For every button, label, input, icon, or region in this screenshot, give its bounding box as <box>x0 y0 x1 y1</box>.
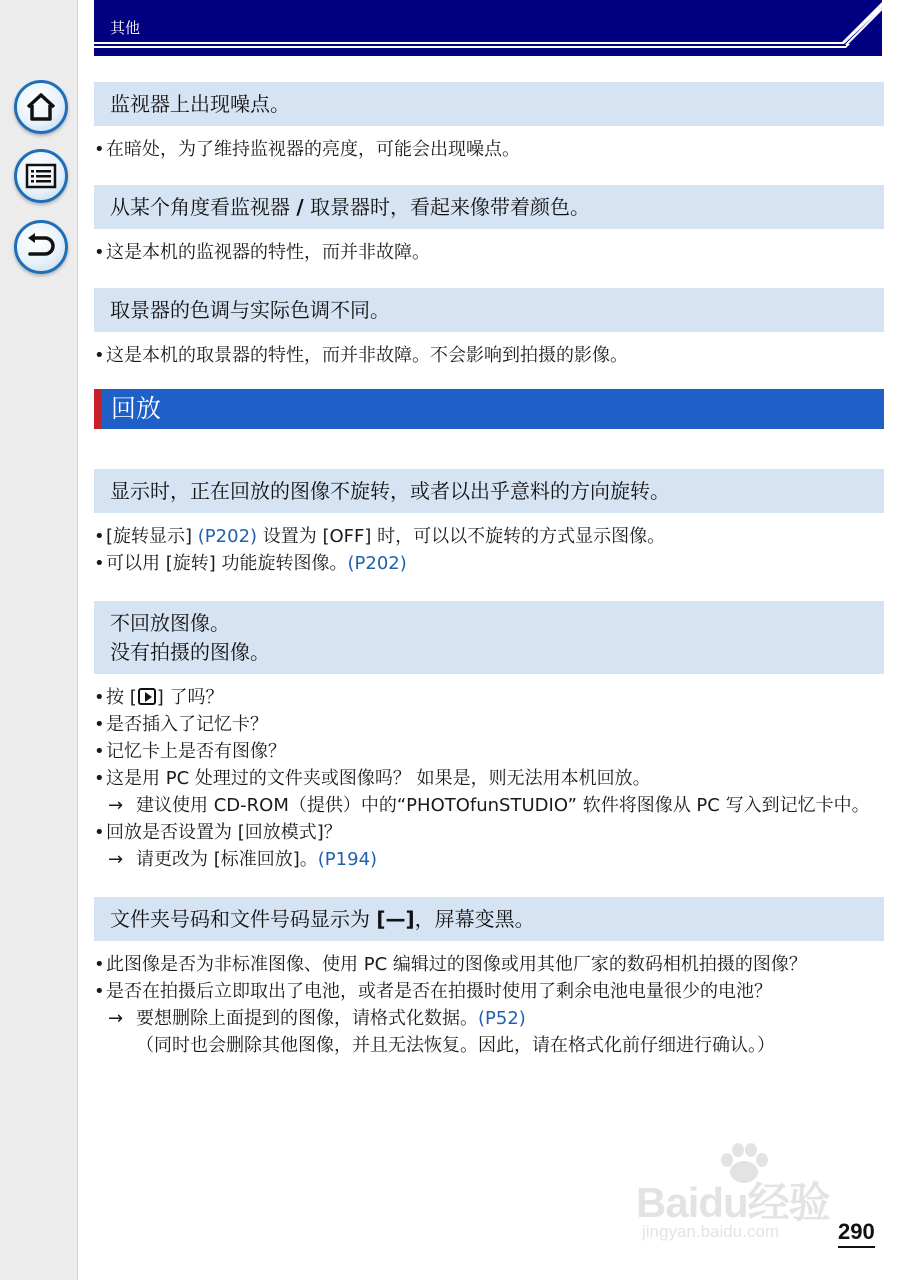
home-icon <box>25 92 57 122</box>
question-text: 文件夹号码和文件号码显示为 <box>110 907 377 931</box>
answer-item: • 这是本机的监视器的特性，而并非故障。 <box>94 239 884 266</box>
header-bar <box>94 0 882 56</box>
baidu-watermark <box>636 1142 836 1252</box>
menu-icon <box>25 163 57 189</box>
arrow-icon: → <box>108 795 124 816</box>
answer-subitem <box>94 846 884 873</box>
answer-text: [旋转显示] <box>106 526 198 547</box>
arrow-icon: → <box>108 849 124 870</box>
question-text: 从某个角度看监视器 <box>110 195 297 219</box>
answer-subitem <box>94 1005 884 1032</box>
answer-list <box>94 229 884 266</box>
question-line: 不回放图像。 <box>110 611 230 635</box>
answer-subitem <box>94 792 884 819</box>
answer-text: ] 了吗？ <box>156 687 224 708</box>
header-label: 其他 <box>110 19 141 37</box>
answer-item: • 记忆卡上是否有图像？ <box>94 738 884 765</box>
sidebar <box>0 0 78 1280</box>
answer-text: 可以用 [旋转] 功能旋转图像。 <box>106 553 348 574</box>
home-button[interactable] <box>14 80 68 134</box>
answer-item <box>94 523 884 550</box>
answer-item: • 在暗处，为了维持监视器的亮度，可能会出现噪点。 <box>94 136 884 163</box>
question-heading <box>94 897 884 941</box>
answer-item <box>94 684 884 711</box>
answer-list <box>94 332 884 369</box>
answer-item <box>94 550 884 577</box>
answer-item: • 是否插入了记忆卡？ <box>94 711 884 738</box>
answer-text: 要想删除上面提到的图像，请格式化数据。 <box>136 1008 478 1029</box>
answer-subitem: （同时也会删除其他图像，并且无法恢复。因此，请在格式化前仔细进行确认。） <box>136 1035 775 1056</box>
answer-item: • 这是用 PC 处理过的文件夹或图像吗？ 如果是，则无法用本机回放。 <box>94 765 884 792</box>
answer-text: 按 [ <box>106 687 137 708</box>
play-icon <box>138 688 156 705</box>
answer-list <box>94 674 884 873</box>
page-link[interactable]: (P202) <box>197 526 258 547</box>
page-link[interactable]: (P194) <box>317 849 378 870</box>
question-heading: 取景器的色调与实际色调不同。 <box>94 288 884 332</box>
page-number: 290 <box>838 1218 875 1248</box>
main-content <box>94 82 884 1059</box>
answer-list <box>94 126 884 163</box>
page-link[interactable]: (P202) <box>347 553 407 574</box>
question-heading: 显示时，正在回放的图像不旋转，或者以出乎意料的方向旋转。 <box>94 469 884 513</box>
question-text: ，屏幕变黑。 <box>414 907 535 931</box>
back-button[interactable] <box>14 220 68 274</box>
question-symbol: [—] <box>376 907 415 931</box>
answer-item: • 这是本机的取景器的特性，而并非故障。不会影响到拍摄的影像。 <box>94 342 884 369</box>
answer-list <box>94 513 884 577</box>
question-heading <box>94 185 884 229</box>
question-line: 没有拍摄的图像。 <box>110 640 270 664</box>
question-text: 取景器时，看起来像带着颜色。 <box>303 195 591 219</box>
back-icon <box>25 233 57 261</box>
answer-item: • 此图像是否为非标准图像、使用 PC 编辑过的图像或用其他厂家的数码相机拍摄的图像？ <box>94 951 884 978</box>
question-heading: 监视器上出现噪点。 <box>94 82 884 126</box>
answer-item: • 回放是否设置为 [回放模式]？ <box>94 819 884 846</box>
answer-text: 请更改为 [标准回放]。 <box>136 849 318 870</box>
watermark-url: jingyan.baidu.com <box>642 1222 780 1241</box>
page-link[interactable]: (P52) <box>478 1008 526 1029</box>
question-heading <box>94 601 884 674</box>
answer-item: • 是否在拍摄后立即取出了电池，或者是否在拍摄时使用了剩余电池电量很少的电池？ <box>94 978 884 1005</box>
answer-text: 设置为 [OFF] 时，可以以不旋转的方式显示图像。 <box>257 526 666 547</box>
answer-text: 建议使用 CD-ROM（提供）中的“PHOTOfunSTUDIO” 软件将图像从 PC 写入到记忆卡中。 <box>136 795 870 816</box>
section-title-playback: 回放 <box>94 389 884 429</box>
page-header <box>94 0 882 56</box>
arrow-icon: → <box>108 1008 124 1029</box>
answer-list <box>94 941 884 1059</box>
watermark-text: Baidu经验 <box>636 1179 830 1226</box>
question-slash: / <box>296 195 304 219</box>
menu-button[interactable] <box>14 149 68 203</box>
